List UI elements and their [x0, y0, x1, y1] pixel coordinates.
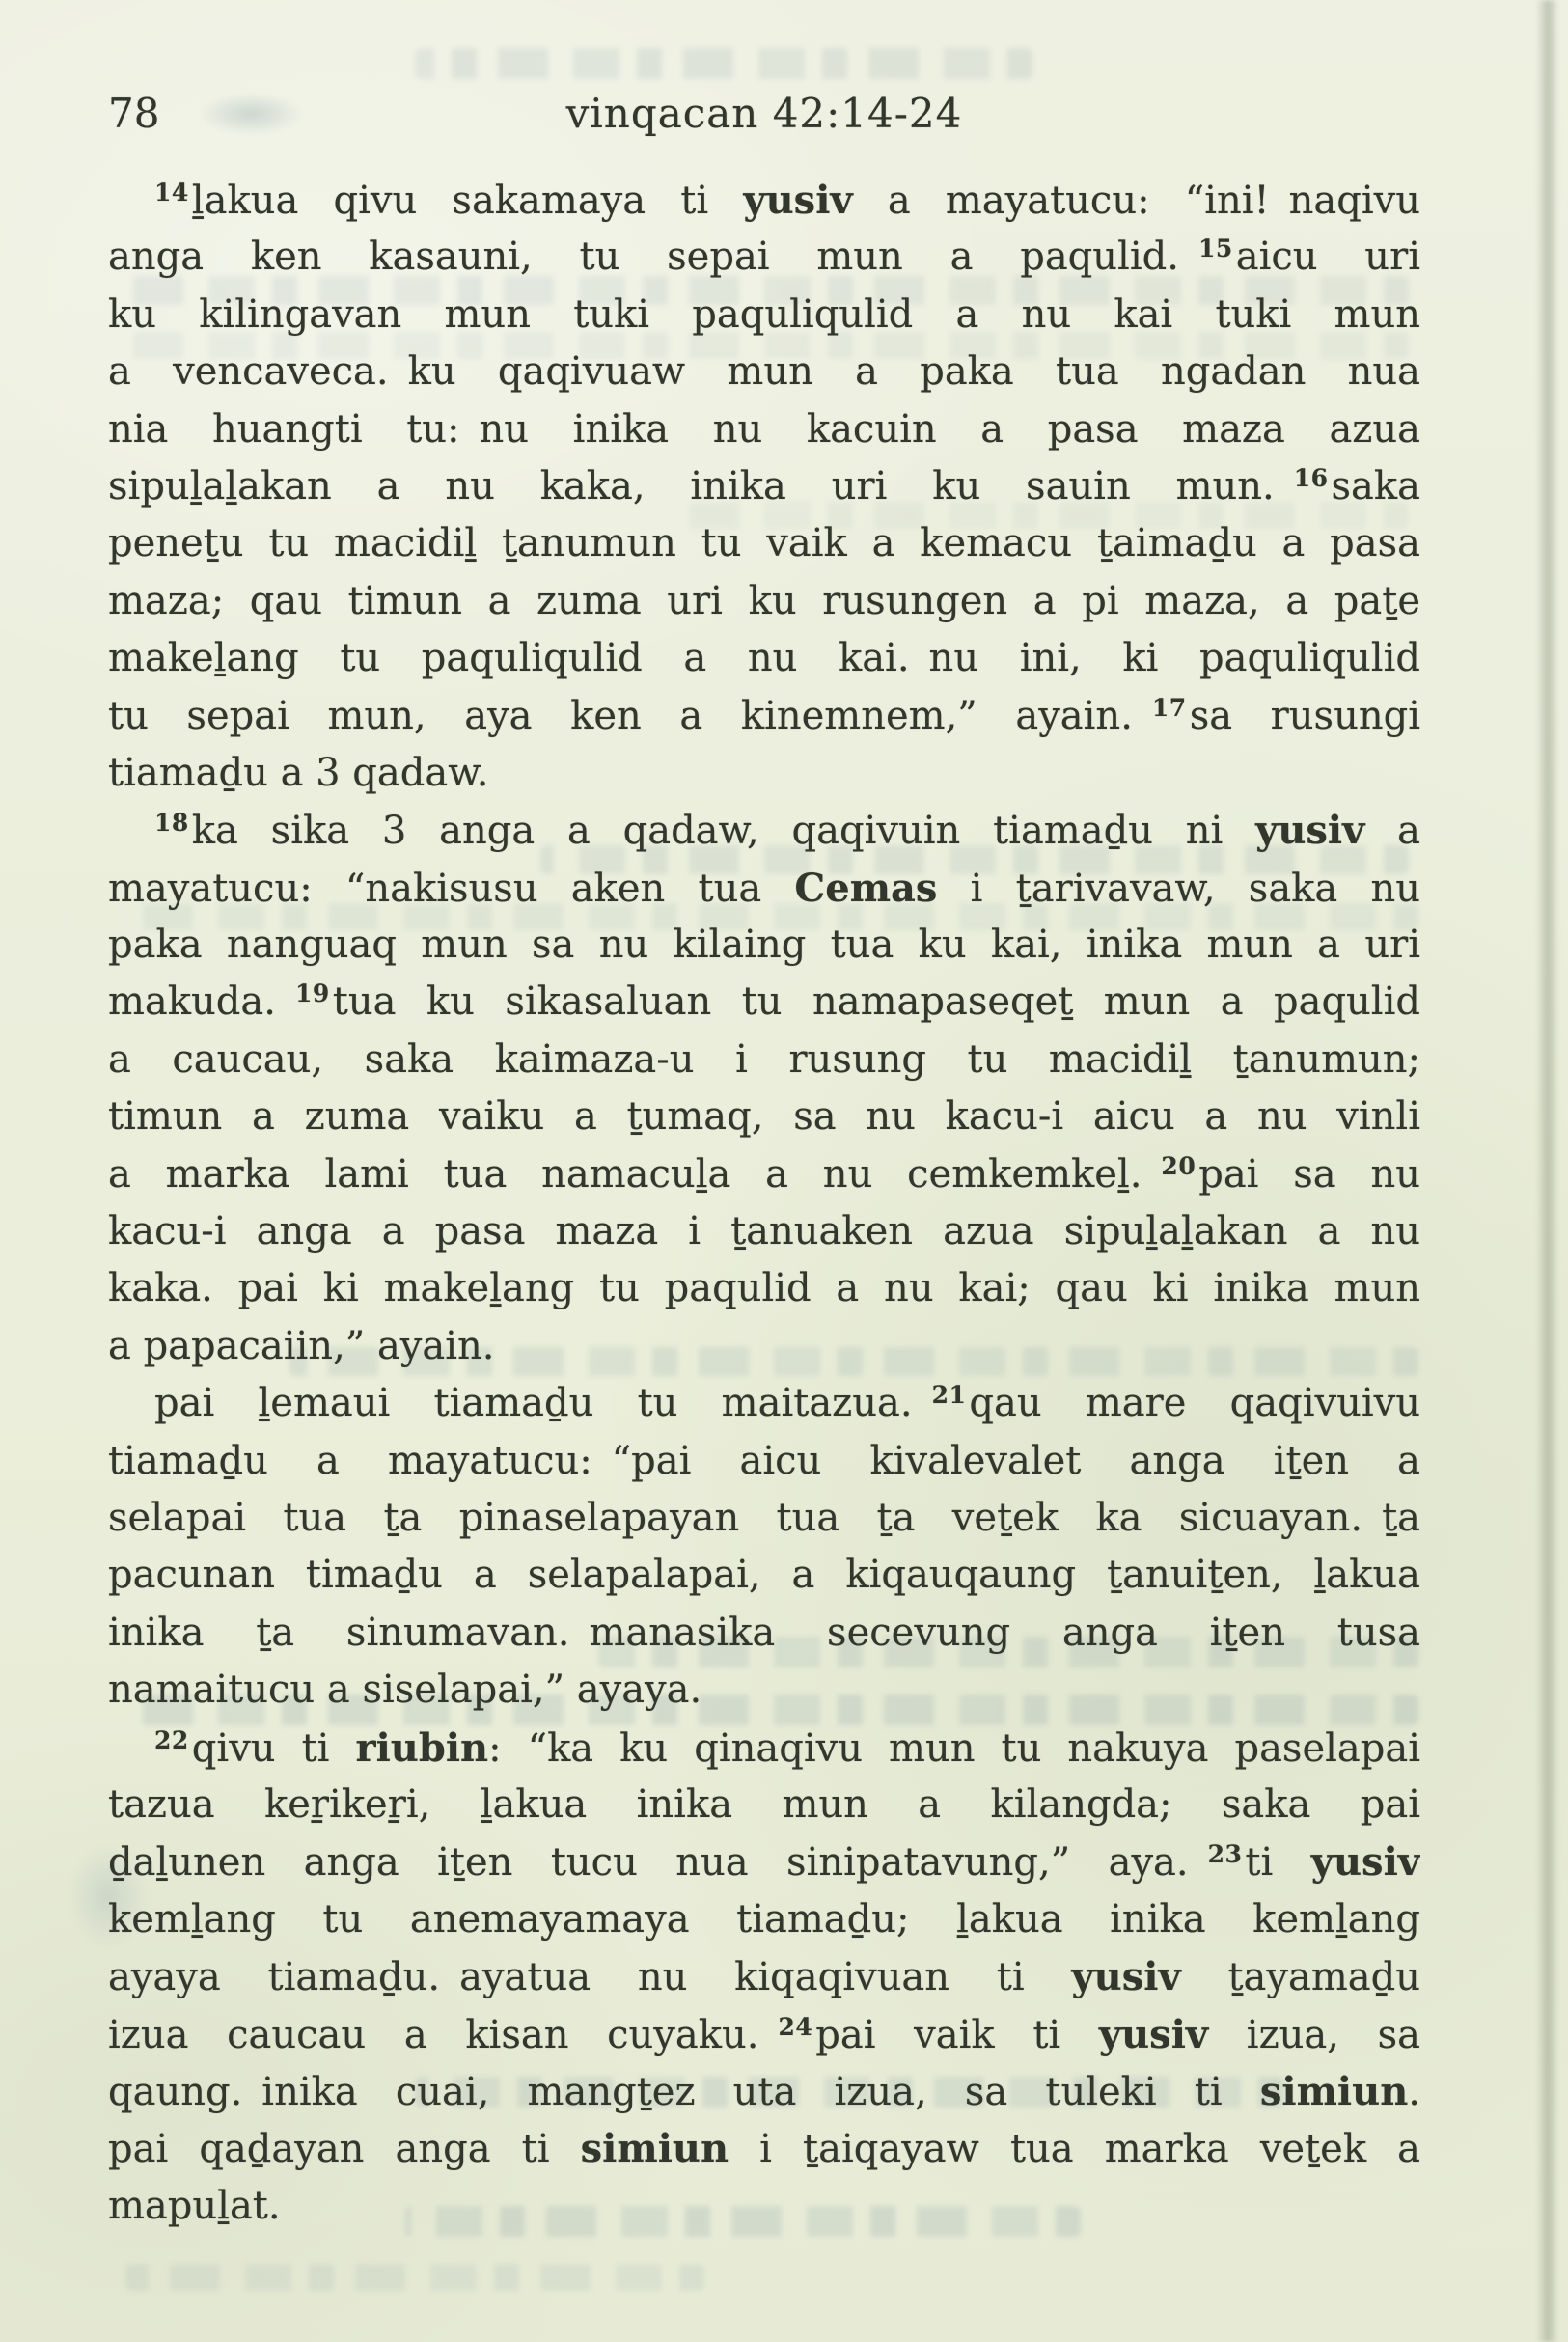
text-run: ka sika 3 anga a qadaw, qaqivuin tiamaḏu ni	[191, 809, 1256, 854]
verse-number: 14	[154, 179, 189, 207]
text-run: ayaya tiamaḏu. ayatua nu kiqaqivuan ti	[108, 1955, 1072, 2000]
text-run: izua, sa	[1208, 2012, 1420, 2057]
proper-name: Cemas	[794, 865, 938, 911]
text-run: kacu-i anga a pasa maza i ṯanuaken azua sipuḻaḻakan a nu	[108, 1209, 1420, 1254]
body-line	[108, 2120, 1420, 2177]
body-line	[108, 917, 1420, 974]
text-run: mayatucu: “nakisusu aken tua	[108, 866, 795, 911]
verse-number: 20	[1161, 1151, 1197, 1180]
verse-number: 16	[1293, 463, 1329, 492]
body-line	[108, 1088, 1420, 1145]
proper-name: simiun	[580, 2126, 729, 2172]
body-line	[108, 1146, 1420, 1203]
page-number: 78	[108, 90, 160, 137]
body-line	[108, 1777, 1420, 1833]
body-line	[108, 974, 1420, 1031]
body-line	[108, 1318, 1420, 1375]
text-run: paka nanguaq mun sa nu kilaing tua ku kai, inika mun a uri	[108, 923, 1420, 968]
body-line	[108, 2063, 1420, 2120]
text-run: sipuḻaḻakan a nu kaka, inika uri ku sauin mun.	[108, 463, 1294, 509]
body-line	[108, 344, 1420, 400]
body-line	[108, 630, 1420, 687]
text-run: ṯayamaḏu	[1180, 1955, 1420, 2000]
body-line	[108, 1547, 1420, 1604]
body-line	[108, 1260, 1420, 1317]
body-line	[108, 802, 1420, 859]
text-run: peneṯu tu macidiḻ ṯanumun tu vaik a kemacu ṯaimaḏu a pasa	[108, 521, 1420, 566]
bleedthrough-artifact	[415, 48, 1032, 79]
page-edge-shadow	[1536, 0, 1557, 2342]
proper-name: yusiv	[1310, 1839, 1420, 1886]
body-line	[108, 172, 1420, 229]
paragraph	[108, 172, 1420, 802]
body-line	[108, 1833, 1420, 1890]
text-run: a	[1364, 809, 1420, 854]
text-run: saka	[1331, 463, 1420, 509]
body-line	[108, 515, 1420, 572]
text-run: kaka. pai ki makeḻang tu paqulid a nu kai; qau ki inika mun	[108, 1266, 1420, 1311]
text-run: pacunan timaḏu a selapalapai, a kiqauqaung ṯanuiṯen, ḻakua	[108, 1553, 1420, 1598]
text-run: i ṯaiqayaw tua marka veṯek a	[729, 2127, 1420, 2172]
body-line	[108, 229, 1420, 286]
text-run: i ṯarivavaw, saka nu	[937, 866, 1420, 911]
text-run: a caucau, saka kaimaza-u i rusung tu macidiḻ ṯanumun;	[108, 1036, 1420, 1082]
text-run: a vencaveca. ku qaqivuaw mun a paka tua ngadan nua	[108, 349, 1420, 395]
text-run: sa rusungi	[1189, 693, 1420, 738]
body-line	[108, 745, 1420, 802]
verse-number: 19	[294, 979, 330, 1008]
body-line	[108, 860, 1420, 917]
paragraph	[108, 1375, 1420, 1719]
text-run: tua ku sikasaluan tu namapaseqeṯ mun a paqulid	[332, 979, 1420, 1025]
body-line	[108, 458, 1420, 515]
text-run: kemḻang tu anemayamaya tiamaḏu; ḻakua inika kemḻang	[108, 1896, 1420, 1942]
text-run: tiamaḏu a mayatucu: “pai aicu kivalevalet anga iṯen a	[108, 1438, 1420, 1483]
text-run: ḻakua qivu sakamaya ti	[191, 179, 744, 223]
text-run: timun a zuma vaiku a ṯumaq, sa nu kacu-i aicu a nu vinli	[108, 1094, 1420, 1140]
body-line	[108, 1375, 1420, 1432]
text-run: qivu ti	[191, 1725, 356, 1771]
verse-number: 21	[931, 1381, 967, 1410]
text-run: pai ḻemaui tiamaḏu tu maitazua.	[154, 1381, 932, 1426]
body-line	[108, 401, 1420, 458]
body-line	[108, 573, 1420, 630]
proper-name: yusiv	[1071, 1954, 1181, 2000]
text-run: anga ken kasauni, tu sepai mun a paqulid.	[108, 234, 1198, 280]
verse-number: 15	[1197, 234, 1233, 263]
text-run: aicu uri	[1235, 234, 1420, 280]
body-line	[108, 1605, 1420, 1662]
body-line	[108, 1032, 1420, 1088]
text-run: pai vaik ti	[815, 2012, 1099, 2057]
text-run: : “ka ku qinaqivu mun tu nakuya paselapai	[488, 1725, 1420, 1771]
body-line	[108, 1948, 1420, 2005]
text-run: a marka lami tua namacuḻa a nu cemkemkeḻ.	[108, 1151, 1162, 1197]
body-line	[108, 1433, 1420, 1490]
body-line	[108, 1720, 1420, 1777]
text-run: a papacaiin,” ayain.	[108, 1323, 495, 1368]
body-line	[108, 688, 1420, 745]
text-run: mapuḻat.	[108, 2183, 281, 2228]
text-run: ku kilingavan mun tuki paquliqulid a nu kai tuki mun	[108, 291, 1420, 337]
text-run: nia huangti tu: nu inika nu kacuin a pasa maza azua	[108, 406, 1420, 452]
text-run: makeḻang tu paquliqulid a nu kai. nu ini, ki paquliqulid	[108, 636, 1420, 681]
text-run: pai sa nu	[1198, 1151, 1420, 1197]
text-run: selapai tua ṯa pinaselapayan tua ṯa veṯek ka sicuayan. ṯa	[108, 1495, 1420, 1540]
body-line	[108, 2006, 1420, 2063]
verse-number: 23	[1207, 1840, 1243, 1869]
text-run: tiamaḏu a 3 qadaw.	[108, 750, 489, 795]
body-line	[108, 2178, 1420, 2235]
verse-number: 22	[154, 1725, 189, 1754]
proper-name: yusiv	[1255, 808, 1365, 854]
text-run: namaitucu a siselapai,” ayaya.	[108, 1667, 702, 1713]
verse-number: 17	[1151, 693, 1187, 722]
text-run: inika ṯa sinumavan. manasika secevung anga iṯen tusa	[108, 1610, 1420, 1655]
text-run: maza; qau timun a zuma uri ku rusungen a pi maza, a paṯe	[108, 578, 1420, 623]
bleedthrough-artifact	[125, 2264, 704, 2291]
body-line	[108, 1891, 1420, 1948]
text-run: ḏaḻunen anga iṯen tucu nua sinipatavung,” aya.	[108, 1840, 1208, 1886]
body-line	[108, 287, 1420, 344]
text-run: ti	[1245, 1840, 1311, 1886]
text-run: qau mare qaqivuivu	[969, 1381, 1420, 1426]
verse-number: 18	[154, 809, 189, 838]
proper-name: yusiv	[1098, 2011, 1209, 2057]
verse-number: 24	[778, 2012, 813, 2041]
text-run: pai qaḏayan anga ti	[108, 2127, 581, 2172]
page-body	[108, 172, 1420, 2235]
text-run: qaung. inika cuai, mangṯez uta izua, sa tuleki ti	[108, 2069, 1260, 2114]
paragraph	[108, 802, 1420, 1375]
body-line	[108, 1490, 1420, 1547]
body-line	[108, 1203, 1420, 1260]
header-row	[108, 85, 1420, 143]
text-run: izua caucau a kisan cuyaku.	[108, 2012, 779, 2057]
text-run: tu sepai mun, aya ken a kinemnem,” ayain.	[108, 693, 1152, 738]
body-line	[108, 1662, 1420, 1719]
proper-name: simiun	[1259, 2068, 1409, 2114]
proper-name: riubin	[355, 1724, 489, 1771]
text-run: a mayatucu: “ini! naqivu	[852, 179, 1420, 223]
paragraph	[108, 1720, 1420, 2236]
proper-name: yusiv	[743, 178, 853, 223]
running-header: vinqacan 42:14-24	[565, 90, 963, 137]
text-run: .	[1408, 2069, 1420, 2114]
text-run: tazua keṟikeṟi, ḻakua inika mun a kilangda; saka pai	[108, 1781, 1420, 1827]
text-run: makuda.	[108, 979, 295, 1025]
